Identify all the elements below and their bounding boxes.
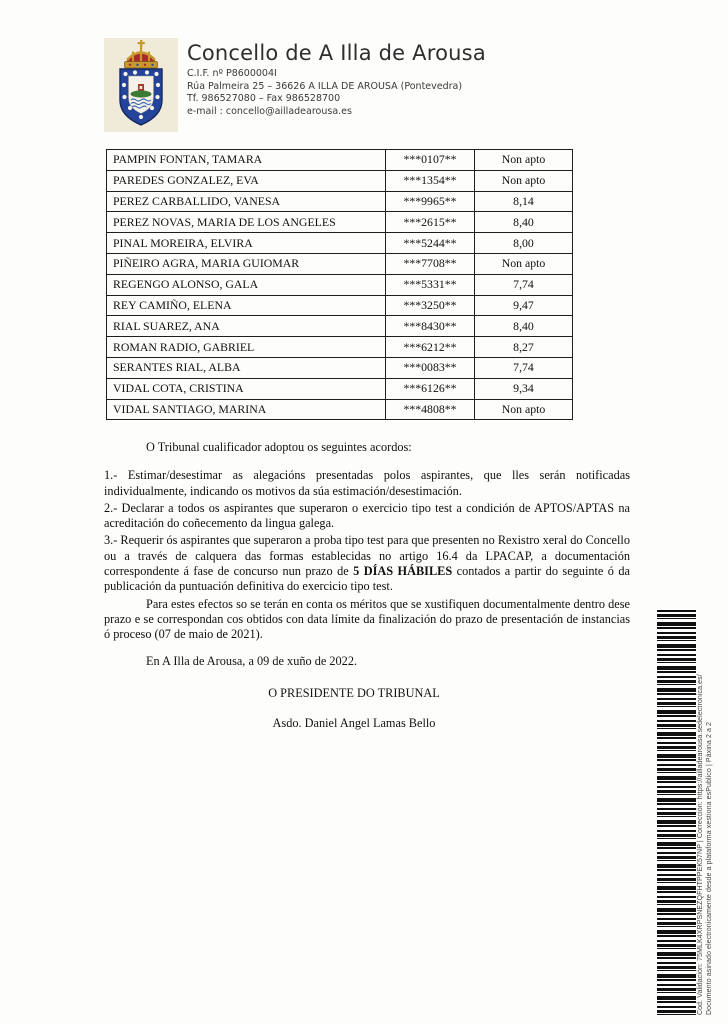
agreement-2: 2.- Declarar a todos os aspirantes que superaron o exercicio tipo test a condición de APTOS/APTAS na acreditación do coñecemento da lingua galega. [104, 500, 630, 531]
table-row [107, 170, 573, 191]
cell-score: 9,34 [475, 378, 573, 399]
merits-paragraph: Para estes efectos so se terán en conta os méritos que se xustifiquen documentalmente dentro dese prazo e se correspondan cos obtidos con data límite da finalización do prazo de presentación de instancias ó proceso (07 de maio de 2021). [104, 596, 630, 642]
cell-id: ***5331** [386, 274, 475, 295]
cell-name: PEREZ CARBALLIDO, VANESA [107, 191, 386, 212]
results-table-body [107, 150, 573, 420]
electronic-signature-note: Documento asinado electronicamente desde a plataforma xestiona esPublico | Páxina 2 a 2 [706, 721, 713, 1015]
cell-name: VIDAL COTA, CRISTINA [107, 378, 386, 399]
org-email: e-mail : concello@ailladearousa.es [187, 105, 352, 117]
results-table [106, 149, 573, 420]
cell-name: SERANTES RIAL, ALBA [107, 357, 386, 378]
cell-score: 8,00 [475, 233, 573, 254]
letterhead [104, 38, 486, 132]
cell-score: 8,27 [475, 337, 573, 358]
cell-id: ***0107** [386, 150, 475, 171]
table-row [107, 150, 573, 171]
cell-score: Non apto [475, 399, 573, 420]
agreement-1: 1.- Estimar/desestimar as alegacións presentadas polos aspirantes, que lles serán notificadas individualmente, indicando os motivos da súa estimación/desestimación. [104, 468, 630, 498]
cell-score: 8,40 [475, 316, 573, 337]
cell-id: ***8430** [386, 316, 475, 337]
cell-score: 7,74 [475, 357, 573, 378]
body-text [104, 440, 630, 645]
cell-name: PIÑEIRO AGRA, MARIA GUIOMAR [107, 253, 386, 274]
table-row [107, 253, 573, 274]
cell-name: ROMAN RADIO, GABRIEL [107, 337, 386, 358]
org-title: Concello de A Illa de Arousa [187, 41, 486, 65]
cell-name: PINAL MOREIRA, ELVIRA [107, 233, 386, 254]
cell-score: 9,47 [475, 295, 573, 316]
agreement-3-tail: contados a partir do seguinte ó da publicación da puntuación definitiva do exercicio tipo test. [104, 564, 630, 594]
deadline-emphasis: 5 DÍAS HÁBILES [353, 564, 453, 579]
intro-line: O Tribunal cualificador adoptou os seguintes acordos: [146, 440, 412, 454]
signature-name-line: Asdo. Daniel Angel Lamas Bello [272, 716, 436, 730]
place-date-line: En A Illa de Arousa, a 09 de xuño de 2022. [146, 654, 358, 668]
cell-id: ***0083** [386, 357, 475, 378]
cell-name: PAREDES GONZALEZ, EVA [107, 170, 386, 191]
cell-name: REY CAMIÑO, ELENA [107, 295, 386, 316]
table-row [107, 399, 573, 420]
org-phone-fax: Tf. 986527080 – Fax 986528700 [187, 93, 341, 104]
org-cif: C.I.F. nº P8600004I [187, 68, 277, 79]
table-row [107, 378, 573, 399]
cell-name: RIAL SUAREZ, ANA [107, 316, 386, 337]
validation-barcode [657, 610, 696, 1016]
cell-id: ***6126** [386, 378, 475, 399]
president-title-line: O PRESIDENTE DO TRIBUNAL [268, 686, 440, 700]
cell-id: ***3250** [386, 295, 475, 316]
cell-name: PAMPIN FONTAN, TAMARA [107, 150, 386, 171]
agreement-3 [104, 533, 630, 594]
cell-score: 8,40 [475, 212, 573, 233]
table-row [107, 212, 573, 233]
cell-name: VIDAL SANTIAGO, MARINA [107, 399, 386, 420]
cell-id: ***5244** [386, 233, 475, 254]
validation-code-text: Cod. Validación: 75MLK4XRPSNEZQFHTPPEK57NP | Corrección: https://ailladearousa.sedelectronica.es/ [697, 674, 704, 1015]
cell-id: ***7708** [386, 253, 475, 274]
org-address: Rúa Palmeira 25 – 36626 A ILLA DE AROUSA (Pontevedra) [187, 80, 463, 92]
table-row [107, 337, 573, 358]
table-row [107, 316, 573, 337]
coat-of-arms-icon [104, 38, 178, 132]
table-row [107, 233, 573, 254]
table-row [107, 295, 573, 316]
cell-id: ***9965** [386, 191, 475, 212]
cell-id: ***1354** [386, 170, 475, 191]
cell-name: PEREZ NOVAS, MARIA DE LOS ANGELES [107, 212, 386, 233]
cell-id: ***2615** [386, 212, 475, 233]
cell-score: Non apto [475, 150, 573, 171]
table-row [107, 357, 573, 378]
cell-score: 7,74 [475, 274, 573, 295]
cell-score: Non apto [475, 170, 573, 191]
cell-name: REGENGO ALONSO, GALA [107, 274, 386, 295]
cell-score: Non apto [475, 253, 573, 274]
letterhead-text [187, 38, 486, 132]
agreement-3-text: 3.- Requerir ós aspirantes que superaron a proba tipo test para que presenten no Rexistro xeral do Concello ou a través de calquera das formas establecidas no artigo 16.4 da LPACAP, a documentación correspondente á fase de concurso nun prazo de [104, 533, 630, 579]
table-row [107, 191, 573, 212]
table-row [107, 274, 573, 295]
cell-id: ***4808** [386, 399, 475, 420]
cell-id: ***6212** [386, 337, 475, 358]
cell-score: 8,14 [475, 191, 573, 212]
